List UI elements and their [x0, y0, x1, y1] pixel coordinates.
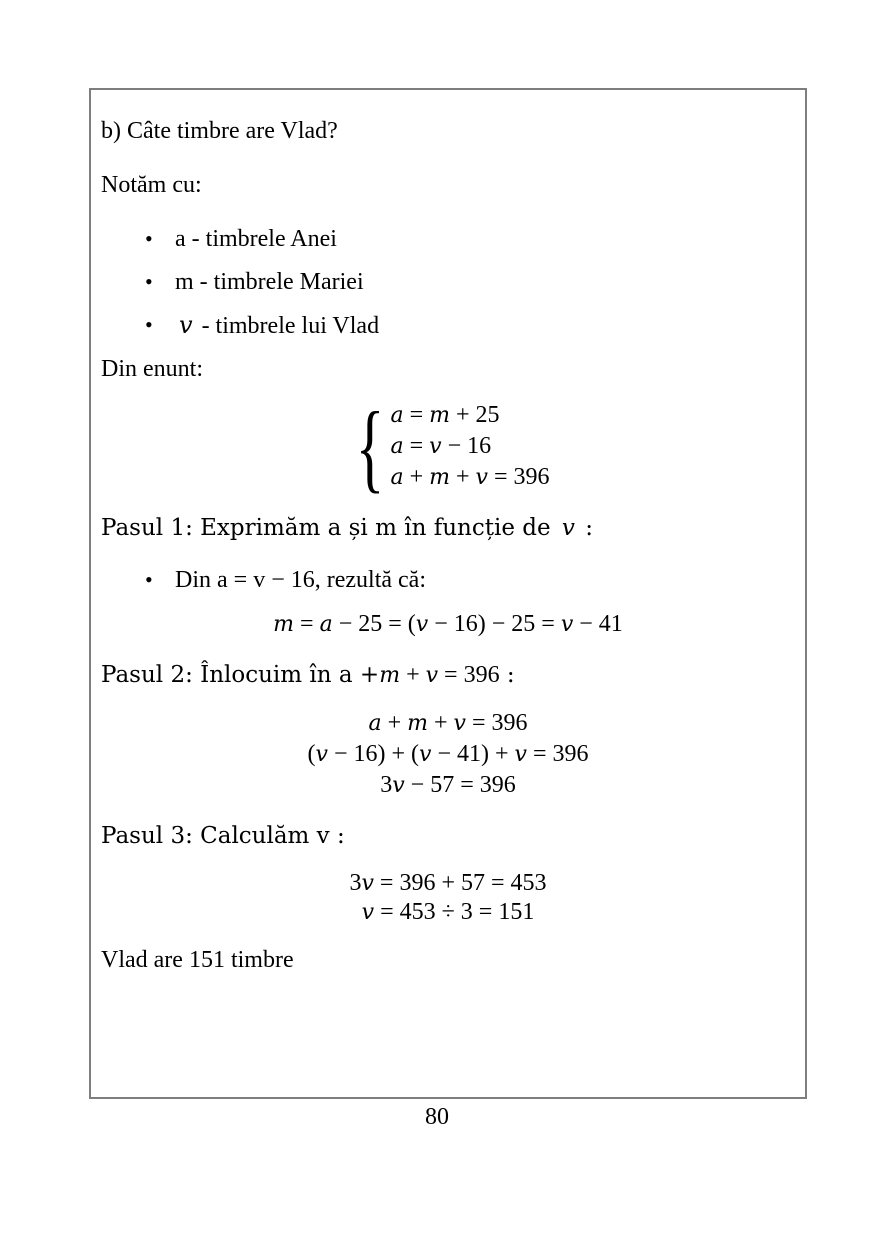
system-lines — [390, 400, 549, 493]
step1-title-var: v — [561, 515, 575, 541]
notation-text-v: - timbrele lui Vlad — [195, 313, 380, 339]
content-border-box — [89, 88, 807, 1099]
system-equation-1: a = m + 25 — [390, 402, 500, 428]
notation-var-m: m — [175, 269, 194, 295]
step3-equation-1: 3v = 396 + 57 = 453 — [349, 870, 547, 896]
equation-system — [101, 390, 795, 502]
notation-list — [101, 224, 795, 341]
notation-text-a: - timbrele Anei — [185, 226, 337, 252]
statement-intro: Din enunt: — [101, 356, 203, 382]
list-item-a — [101, 224, 795, 254]
step1-title-text: Pasul 1: Exprimăm a și m în funcție de — [101, 515, 558, 541]
system-equation-2: a = v − 16 — [390, 433, 492, 459]
notation-var-a: a — [175, 226, 186, 252]
step1-title-colon: : — [577, 515, 593, 541]
step2-equation-3: 3v − 57 = 396 — [380, 772, 516, 798]
step1-bullet-text: Din a = v − 16, rezultă că: — [175, 567, 426, 593]
bullet-icon: • — [145, 226, 153, 251]
curly-brace: { — [356, 390, 385, 502]
step2-title-math: m + v = 396 — [379, 662, 500, 688]
step3-equation-2: v = 453 ÷ 3 = 151 — [361, 899, 535, 925]
step2-title — [101, 660, 795, 691]
list-item-v — [101, 310, 795, 341]
step2-equation-1: a + m + v = 396 — [368, 710, 528, 736]
step2-equations — [101, 708, 795, 801]
notation-text-m: - timbrele Mariei — [193, 269, 364, 295]
system-equation-3: a + m + v = 396 — [390, 464, 550, 490]
step1-bullet-item — [101, 565, 795, 595]
notation-var-v: v — [179, 311, 193, 339]
page-number: 80 — [425, 1104, 449, 1130]
step3-title: Pasul 3: Calculăm v : — [101, 823, 345, 849]
step2-title-colon: : — [499, 662, 515, 688]
step3-equations — [101, 869, 795, 927]
bullet-icon: • — [145, 269, 153, 294]
conclusion-text: Vlad are 151 timbre — [101, 947, 294, 973]
list-item-m — [101, 267, 795, 297]
step1-equation: m = a − 25 = (v − 16) − 25 = v − 41 — [273, 611, 623, 637]
step2-equation-2: (v − 16) + (v − 41) + v = 396 — [307, 741, 589, 767]
notation-intro: Notăm cu: — [101, 172, 202, 198]
step2-title-text: Pasul 2: Înlocuim în a + — [101, 662, 380, 688]
bullet-icon: • — [145, 567, 153, 592]
question-title: b) Câte timbre are Vlad? — [101, 118, 338, 144]
step1-title — [101, 513, 795, 543]
bullet-icon: • — [145, 312, 153, 337]
